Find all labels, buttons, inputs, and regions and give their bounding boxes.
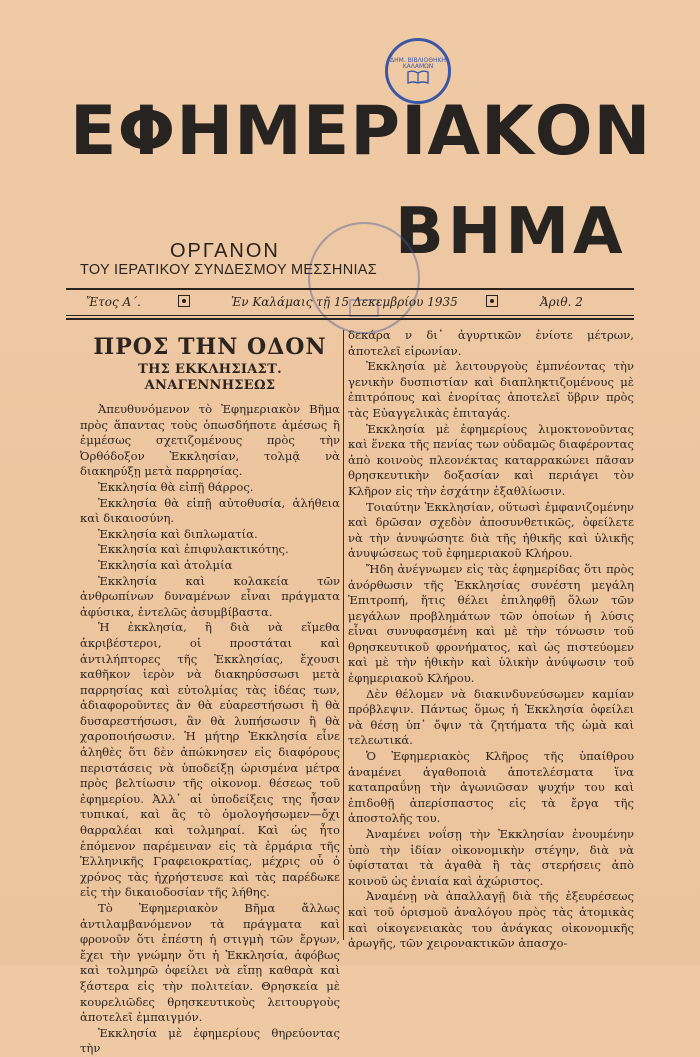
- paragraph: Ἐκκλησία μὲ ἐφημερίους θηρεύοντας τὴν: [80, 1025, 340, 1056]
- paragraph: δεκάρα ν δι᾽ ἀγυρτικῶν ἐνίοτε μέτρων, ἀποτελεῖ εἰρωνίαν.: [348, 328, 634, 358]
- top-rule: [66, 288, 634, 290]
- dateline-place-date: Ἐν Καλάμαις τῇ 15 Δεκεμβρίου 1935: [231, 295, 458, 309]
- paragraph: Τὸ Ἐφημεριακὸν Βῆμα ἄλλως ἀντιλαμβανόμενον τὰ πράγματα καὶ φρονοῦν ὅτι ἐπέστη ἡ στιγμὴ τῶν ἔργων, ἔχει τὴν γνώμην ὅτι ἡ Ἐκκλησία, ἀφόβως καὶ τολμηρῶ ὀφείλει νὰ εἴπῃ καθαρὰ καὶ ξάστερα εἰς τὴν πολιτείαν. Θρησκεία μὲ κουρελιῶδες θρησκευτικοὺς λειτουργοὺς ἀποτελεῖ ἐμπαιγμόν.: [80, 901, 340, 1025]
- masthead-subtitle: ΤΟΥ ΙΕΡΑΤΙΚΟΥ ΣΥΝΔΕΣΜΟΥ ΜΕΣΣΗΝΙΑΣ: [80, 262, 378, 278]
- bottom-rule-thin: [66, 315, 634, 316]
- paragraph: Ὁ Ἐφημεριακὸς Κλῆρος τῆς ὑπαίθρου ἀναμένει ἀγαθοποιὰ ἀποτελέσματα ἵνα καταπραΰνῃ τὴν ἀγωνιῶσαν ψυχήν του καὶ ἐπιδοθῇ ἀπερίσπαστος εἰς τὰ ἔργα τῆς ἀποστολῆς του.: [348, 749, 634, 826]
- paragraph: Ἐκκλησία μὲ λειτουργοὺς ἐμπνέοντας τὴν γενικὴν δυσπιστίαν καὶ διαπληκτιζομένους μὲ ἐπιτρόπους καὶ ἐνορίτας ἀποτελεῖ ὕβριν πρὸς τὰς Εὐαγγελικὰς ἐπιταγάς.: [348, 359, 634, 420]
- paragraph: Ἀναμένῃ νὰ ἀπαλλαγῇ διὰ τῆς ἐξευρέσεως καὶ τοῦ ὁρισμοῦ ἀναλόγου πρὸς τὰς ἀτομικὰς καὶ οἰκογενειακὰς του ἀνάγκας οἰκονομικῆς ἀρωγῆς, τῶν χειρονακτικῶν ἀπασχο-: [348, 889, 634, 951]
- masthead-organ: ΟΡΓΑΝΟΝ: [170, 240, 280, 262]
- library-stamp-text: ΔΗΜ. ΒΙΒΛΙΟΘΗΚΗ ΚΑΛΑΜΩΝ: [390, 56, 446, 70]
- article-column-right: [348, 328, 634, 952]
- article-subhead: ΤΗΣ ΕΚΚΛΗΣΙΑΣΤ. ΑΝΑΓΕΝΝΗΣΕΩΣ: [138, 362, 282, 393]
- paragraph: Ἀναμένει νοΐσῃ τὴν Ἐκκλησίαν ἐνουμένην ὑπὸ τὴν ἰδίαν οἰκονομικὴν στέγην, διὰ νὰ ὑφίσταται τὰ ἀγαθὰ ἢ τὰς στερήσεις ἀπὸ κοινοῦ ὡς ἑνιαία καὶ ἀχώριστος.: [348, 827, 634, 888]
- dateline: [66, 292, 634, 314]
- ornament-icon: [486, 295, 498, 307]
- paragraph: Ἐκκλησία καὶ διπλωματία.: [98, 526, 258, 541]
- paragraph: Ἐκκλησία θὰ εἰπῇ αὐτοθυσία, ἀλήθεια καὶ δικαιοσύνη.: [80, 495, 340, 526]
- paragraph: Ἐκκλησία καὶ ἐπιφυλακτικότης.: [98, 542, 289, 557]
- masthead-title-line1: ΕΦΗΜΕΡΙΑΚΟΝ: [70, 92, 652, 171]
- paragraph: Δὲν θέλομεν νὰ διακινδυνεύσωμεν καμίαν πρόβλεψιν. Πάντως ὅμως ἡ Ἐκκλησία ὀφείλει νὰ θέσῃ ὑπ᾽ ὄψιν τὰ ζητήματα τῆς ὡμὰ καὶ τελεωτικά.: [348, 686, 634, 748]
- masthead-title-line2: ΒΗΜΑ: [395, 195, 627, 269]
- paragraph: Ἀπευθυνόμενον τὸ Ἐφημεριακὸν Βῆμα πρὸς ἅπαντας τοὺς ὁπωσδήποτε ἀμέσως ἢ ἐμμέσως σχετιζομένους πρὸς τὴν Ὀρθόδοξον Ἐκκλησίαν, τολμᾷ νὰ διακηρύξῃ μετὰ παρρησίας.: [80, 402, 340, 479]
- paragraph: Τοιαύτην Ἐκκλησίαν, οὕτωσὶ ἐμφανιζομένην καὶ δρῶσαν σχεδὸν ἀποσυνθετικῶς, ὀφείλετε νὰ τὴν ἀνυψώσητε διὰ τῆς ἠθικῆς καὶ ὑλικῆς ἀνυψώσεως τοῦ ἐφημεριακοῦ Κλήρου.: [348, 499, 634, 561]
- paragraph: Ἐκκλησία καὶ ἀτολμία: [98, 557, 233, 572]
- article-headline: ΠΡΟΣ ΤΗΝ ΟΔΟΝ: [93, 334, 327, 360]
- paragraph: Ἐκκλησία θὰ εἰπῇ θάρρος.: [98, 479, 254, 494]
- book-icon: [407, 70, 429, 84]
- dateline-issue: Ἀριθ. 2: [540, 295, 583, 309]
- paragraph: Ἡ ἐκκλησία, ἢ διὰ νὰ εἴμεθα ἀκριβέστεροι, οἱ προστάται καὶ ἀντιλήπτορες τῆς Ἐκκλησίας, ἔχουσι καθῆκον ἱερὸν νὰ διακηρύσσωσι μετὰ παρρησίας καὶ εὐτολμίας τὰς ἰδέας των, ἀδιαφοροῦντες ἂν θὰ εὐαρεστήσωσι ἢ θὰ δυσαρεστήσωσι, ἂν θὰ λυπήσωσιν ἢ θὰ χαροποιήσωσιν. Ἡ μήτηρ Ἐκκλησία εἶνε ἀληθὲς ὅτι δὲν ἀπώκνησεν εἰς διαφόρους περιστάσεις νὰ ὑποδείξῃ ὡρισμένα μέτρα πρὸς βελτίωσιν τῆς οἰκονομ. θέσεως τοῦ ἐφημερίου. Ἀλλ᾽ αἱ ὑποδείξεις της ἦσαν τυπικαί, καὶ ἂς τὸ ὁμολογήσωμεν—ὄχι θαρραλέαι καὶ τολμηραί. Καὶ ὡς ἦτο ἑπόμενον παρέμειναν εἰς τὰ ἐρμάρια τῆς Ἑλληνικῆς Γραφειοκρατίας, μέχρις οὗ ὁ χρόνος τὰς ἠχρήστευσε καὶ τὰς παρέδωκε εἰς τὴν δικαιοδοσίαν τῆς λήθης.: [80, 620, 340, 900]
- article-column-left: [80, 328, 340, 1057]
- dateline-year: Ἔτος Α΄.: [86, 295, 141, 309]
- paragraph: Ἐκκλησία μὲ ἐφημερίους λιμοκτονοῦντας καὶ ἕνεκα τῆς πενίας των οὐδαμῶς διαφέροντας ἀπὸ κοινοὺς πλεονέκτας καταρρακώνει πᾶσαν θρησκευτικὴν δοξασίαν καὶ περιάγει τὸν Κλῆρον εἰς τὴν ἐσχάτην ἐξαθλίωσιν.: [348, 421, 634, 498]
- ornament-icon: [178, 295, 190, 307]
- paragraph: Ἤδη ἀνέγνωμεν εἰς τὰς ἐφημερίδας ὅτι πρὸς ἀνόρθωσιν τῆς Ἐκκλησίας συνέστη μεγάλη Ἐπιτροπή, ἥτις θέλει ἐπιληφθῇ ὅλων τῶν μεγάλων προβλημάτων τῶν ὁποίων ἡ λύσις εἶναι συνυφασμένη καὶ μὲ τὴν τόνωσιν τοῦ θρησκευτικοῦ φρονήματος, καὶ ὡς πιστεύομεν καὶ μὲ τὴν ἠθικὴν καὶ ὑλικὴν ἀνύψωσιν τοῦ ἐφημεριακοῦ Κλήρου.: [348, 561, 634, 686]
- paragraph: Ἐκκλησία καὶ κολακεία τῶν ἀνθρωπίνων δυναμένων εἶναι πράγματα ἀφύσικα, ἐντελῶς ἀσυμβίβαστα.: [80, 573, 340, 619]
- bottom-rule-thick: [66, 318, 634, 320]
- column-divider: [343, 330, 344, 940]
